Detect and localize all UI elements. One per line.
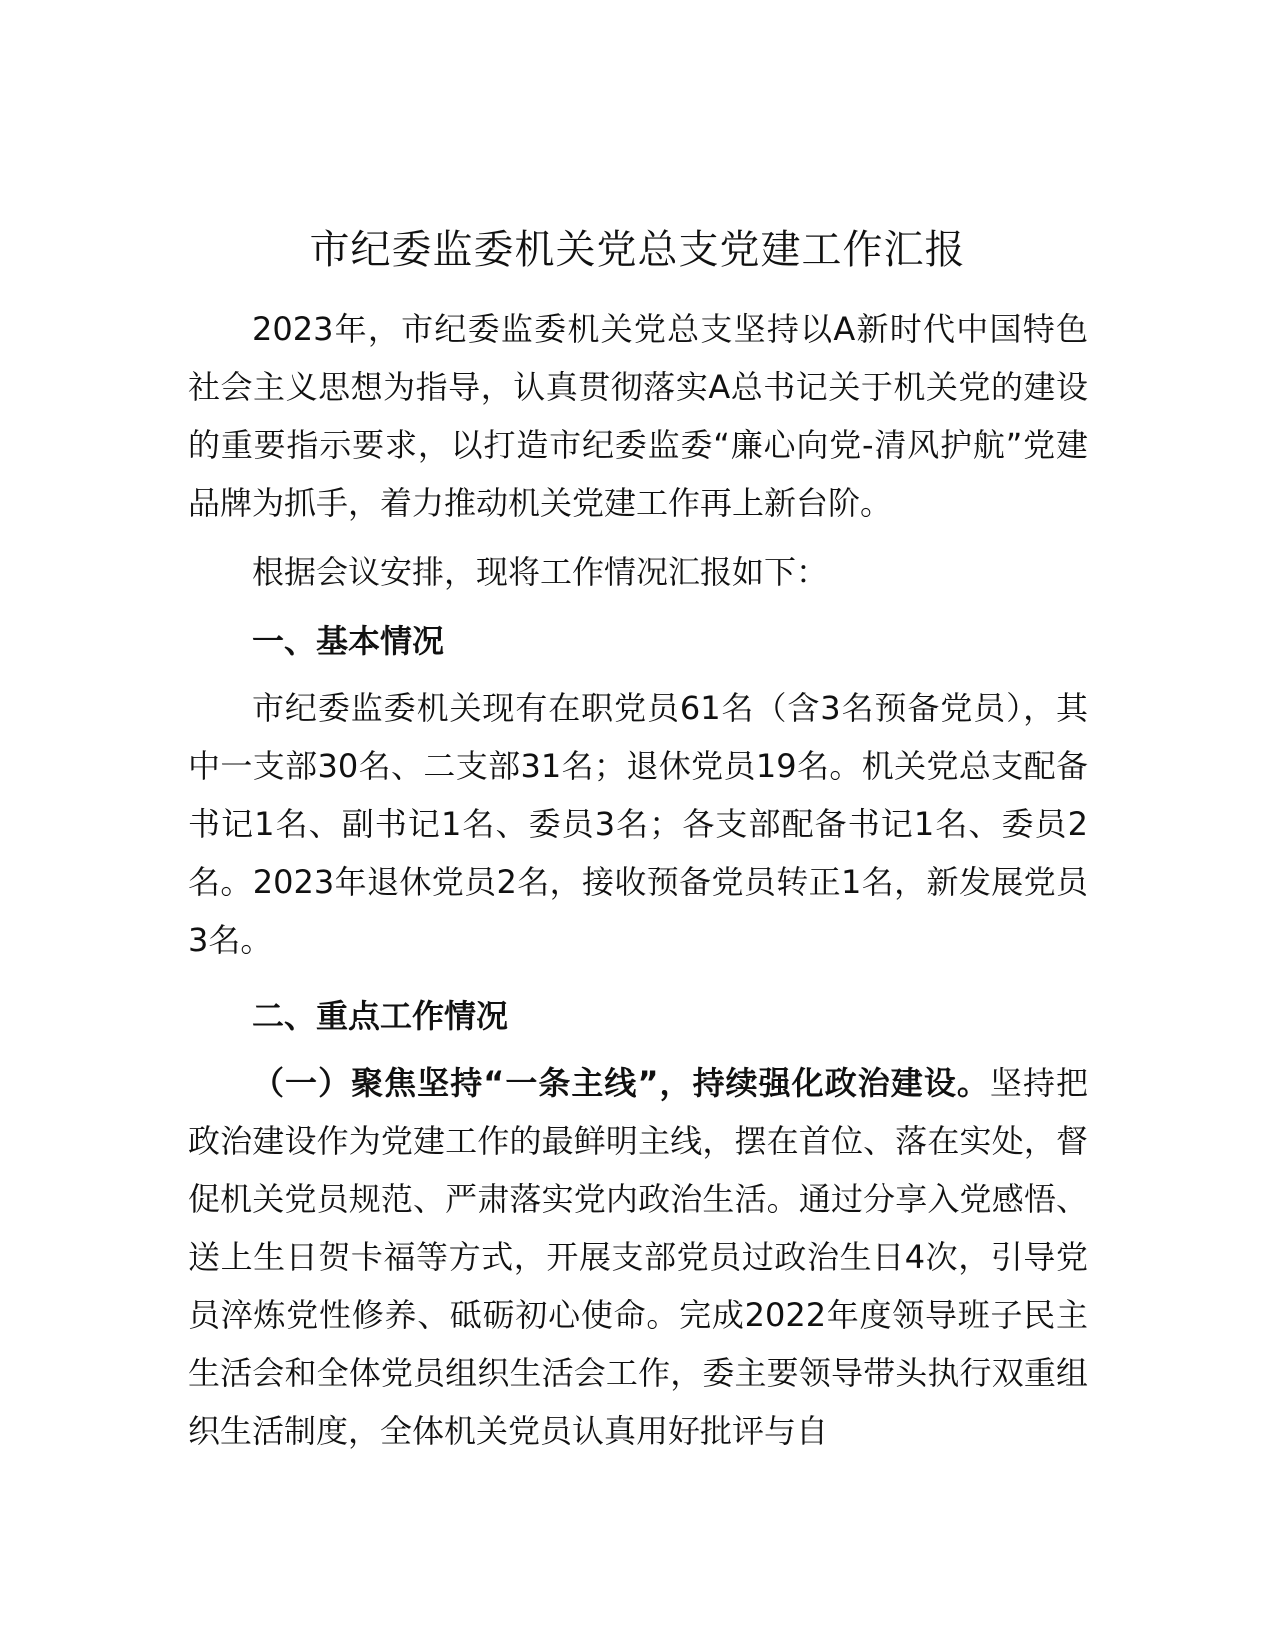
intro-paragraph: 2023年，市纪委监委机关党总支坚持以A新时代中国特色社会主义思想为指导，认真贯彻落实A总书记关于机关党的建设的重要指示要求，以打造市纪委监委“廉心向党-清风护航”党建品牌为抓手，着力推动机关党建工作再上新台阶。: [188, 310, 1088, 522]
key-work-item-lead: （一）聚焦坚持“一条主线”，持续强化政治建设。: [252, 1064, 990, 1102]
arrangement-paragraph: 根据会议安排，现将工作情况汇报如下：: [252, 553, 829, 591]
key-work-item-paragraph: [188, 1054, 1088, 1460]
section-heading-basic: 一、基本情况: [252, 622, 445, 660]
basic-situation-paragraph: 市纪委监委机关现有在职党员61名（含3名预备党员），其中一支部30名、二支部31名；退休党员19名。机关党总支配备书记1名、副书记1名、委员3名；各支部配备书记1名、委员2名。2023年退休党员2名，接收预备党员转正1名，新发展党员3名。: [188, 689, 1088, 959]
section-heading-key-work: 二、重点工作情况: [252, 997, 509, 1035]
document-title: 市纪委监委机关党总支党建工作汇报: [309, 227, 966, 273]
key-work-item-content: 坚持把政治建设作为党建工作的最鲜明主线，摆在首位、落在实处，督促机关党员规范、严肃落实党内政治生活。通过分享入党感悟、送上生日贺卡福等方式，开展支部党员过政治生日4次，引导党员淬炼党性修养、砥砺初心使命。完成2022年度领导班子民主生活会和全体党员组织生活会工作，委主要领导带头执行双重组织生活制度，全体机关党员认真用好批评与自: [188, 1064, 1088, 1450]
